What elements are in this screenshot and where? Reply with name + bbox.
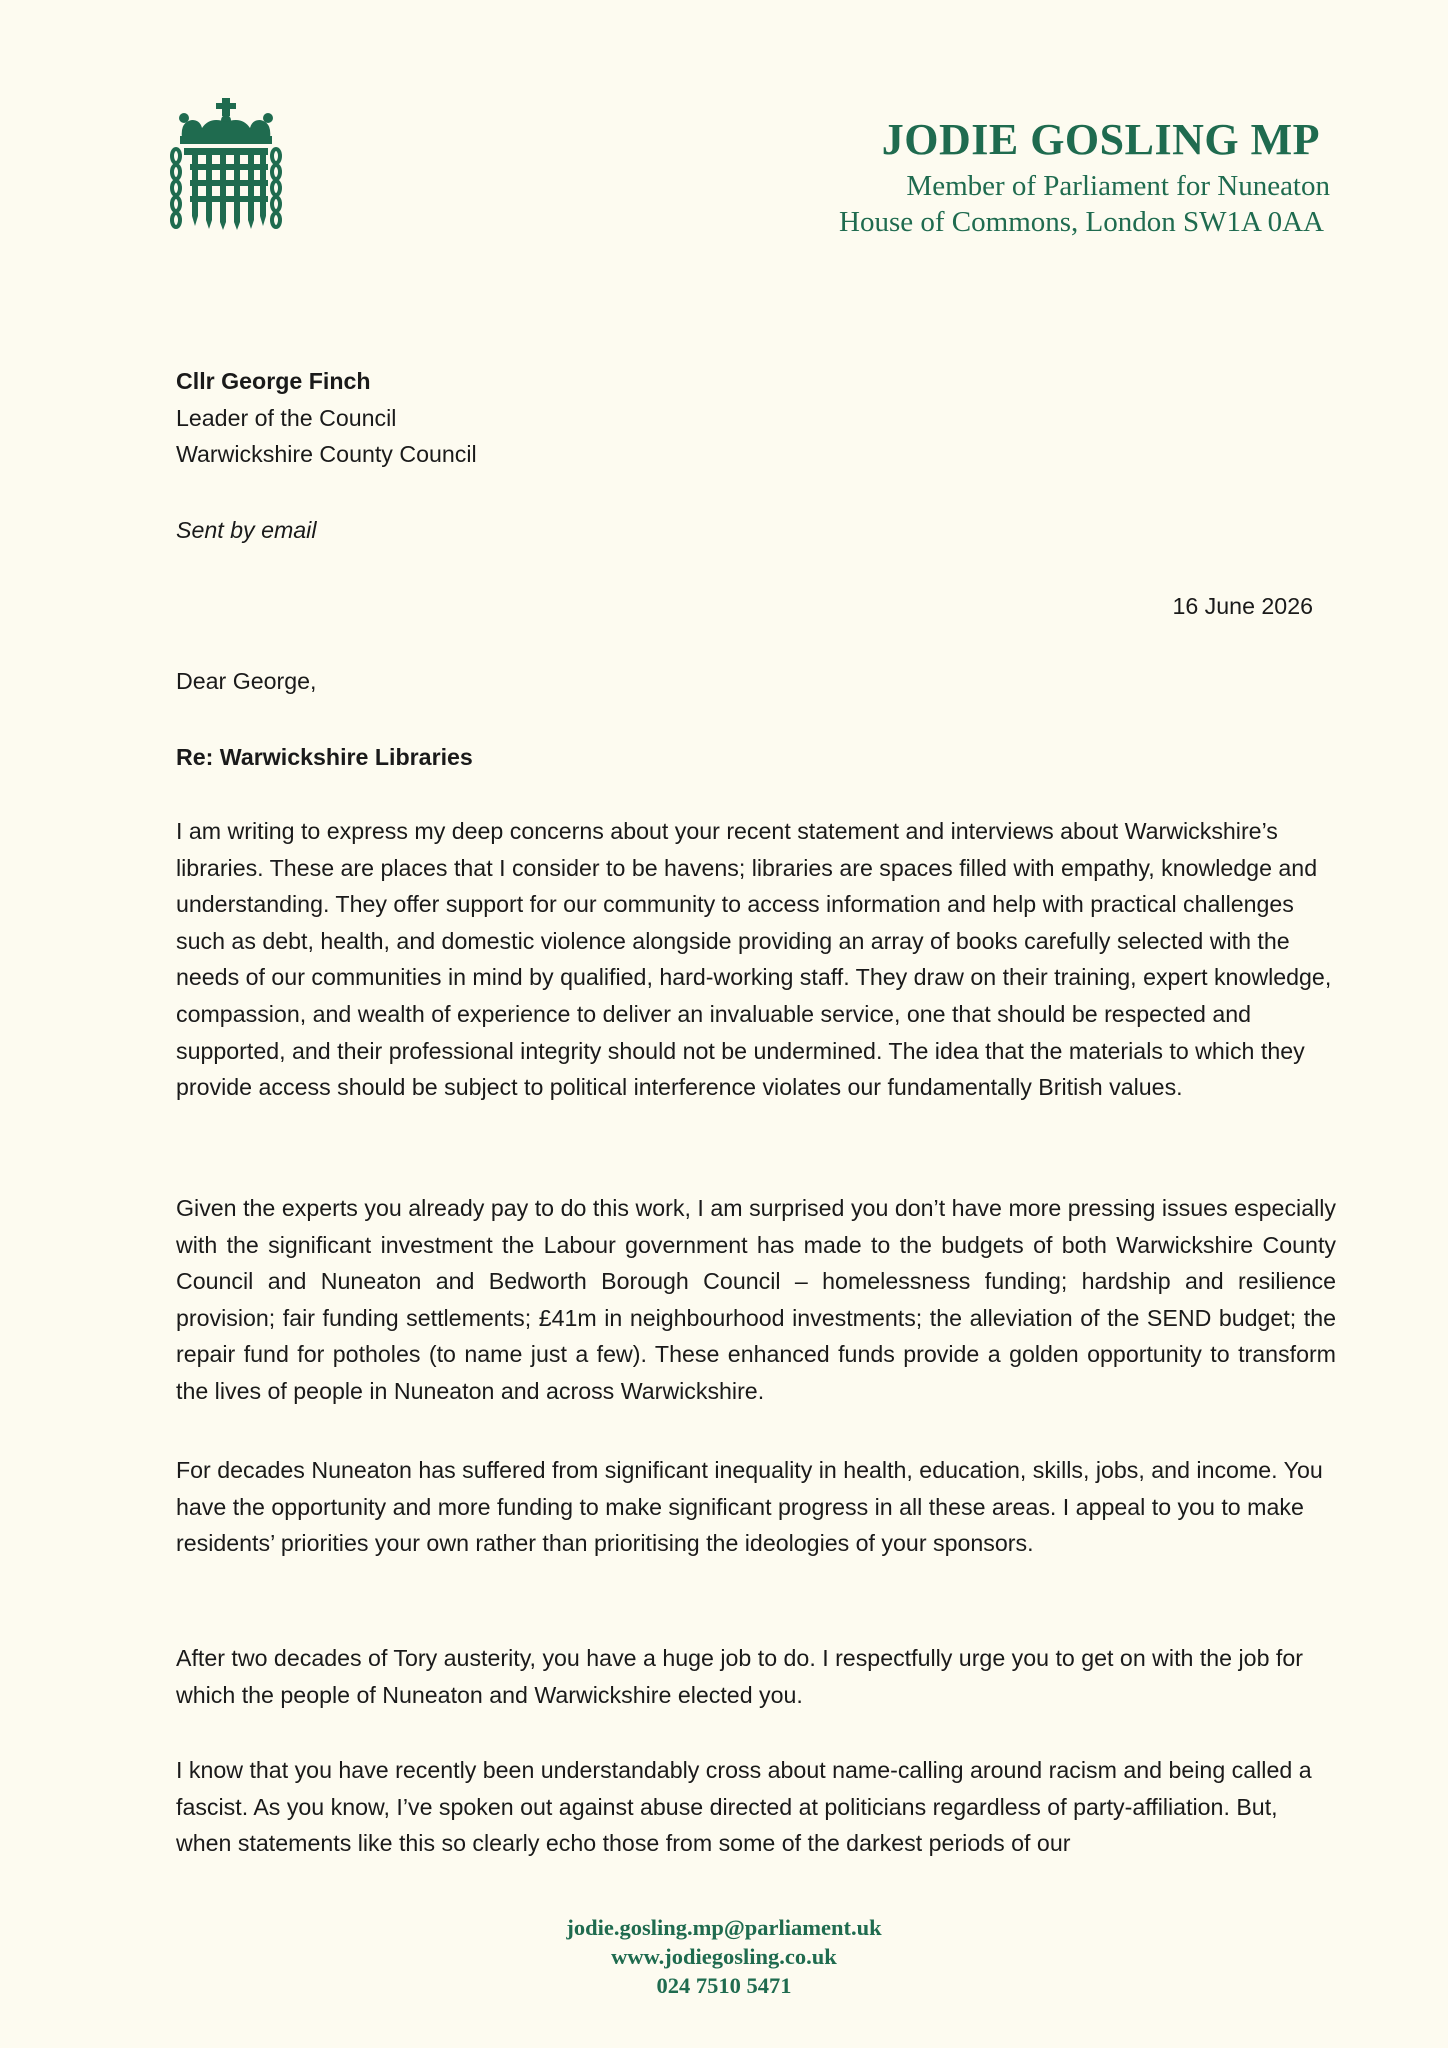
letterhead: [839, 112, 1330, 240]
mp-role: Member of Parliament for Nuneaton: [906, 170, 1330, 202]
paragraph-5: I know that you have recently been understandably cross about name-calling around racism and being called a fascist. As you know, I’ve spoken out against abuse directed at politicians regardless of party-affiliation. But, when statements like this so clearly echo those from some of the darkest periods of our: [176, 1757, 1312, 1857]
paragraph-4: After two decades of Tory austerity, you have a huge job to do. I respectfully urge you to get on with the job for which the people of Nuneaton and Warwickshire elected you.: [176, 1645, 1303, 1708]
paragraph-3: For decades Nuneaton has suffered from significant inequality in health, education, skills, jobs, and income. You have the opportunity and more funding to make significant progress in all these areas. I appeal to you to make residents’ priorities your own rather than prioritising the ideologies of your sponsors.: [176, 1457, 1323, 1557]
footer-website[interactable]: www.jodiegosling.co.uk: [611, 1944, 837, 1969]
footer-phone: 024 7510 5471: [656, 1973, 792, 1998]
subject-line: Re: Warwickshire Libraries: [176, 744, 473, 770]
recipient-title: Leader of the Council: [176, 404, 397, 431]
mp-address: House of Commons, London SW1A 0AA: [839, 206, 1324, 238]
footer-email[interactable]: jodie.gosling.mp@parliament.uk: [566, 1915, 882, 1940]
mp-name: JODIE GOSLING MP: [881, 115, 1320, 164]
footer-contact: [0, 1913, 1448, 2000]
recipient-block: [176, 363, 1336, 473]
salutation: Dear George,: [176, 668, 317, 694]
letter-date: 16 June 2026: [1172, 593, 1313, 619]
delivery-note: Sent by email: [176, 517, 317, 543]
portcullis-icon: [170, 98, 282, 230]
recipient-organisation: Warwickshire County Council: [176, 441, 477, 468]
paragraph-1: I am writing to express my deep concerns about your recent statement and interviews about Warwickshire’s libraries. These are places that I consider to be havens; libraries are spaces filled with empathy, knowledge and understanding. They offer support for our community to access information and help with practical challenges such as debt, health, and domestic violence alongside providing an array of books carefully selected with the needs of our communities in mind by qualified, hard-working staff. They draw on their training, expert knowledge, compassion, and wealth of experience to deliver an invaluable service, one that should be respected and supported, and their professional integrity should not be undermined. The idea that the materials to which they provide access should be subject to political interference violates our fundamentally British values.: [176, 818, 1332, 1101]
recipient-name: Cllr George Finch: [176, 368, 371, 394]
paragraph-2: Given the experts you already pay to do this work, I am surprised you don’t have more pressing issues especially with the significant investment the Labour government has made to the budgets of both Warwickshire County Council and Nuneaton and Bedworth Borough Council – homelessness funding; hardship and resilience provision; fair funding settlements; £41m in neighbourhood investments; the alleviation of the SEND budget; the repair fund for potholes (to name just a few). These enhanced funds provide a golden opportunity to transform the lives of people in Nuneaton and across Warwickshire.: [176, 1195, 1336, 1404]
